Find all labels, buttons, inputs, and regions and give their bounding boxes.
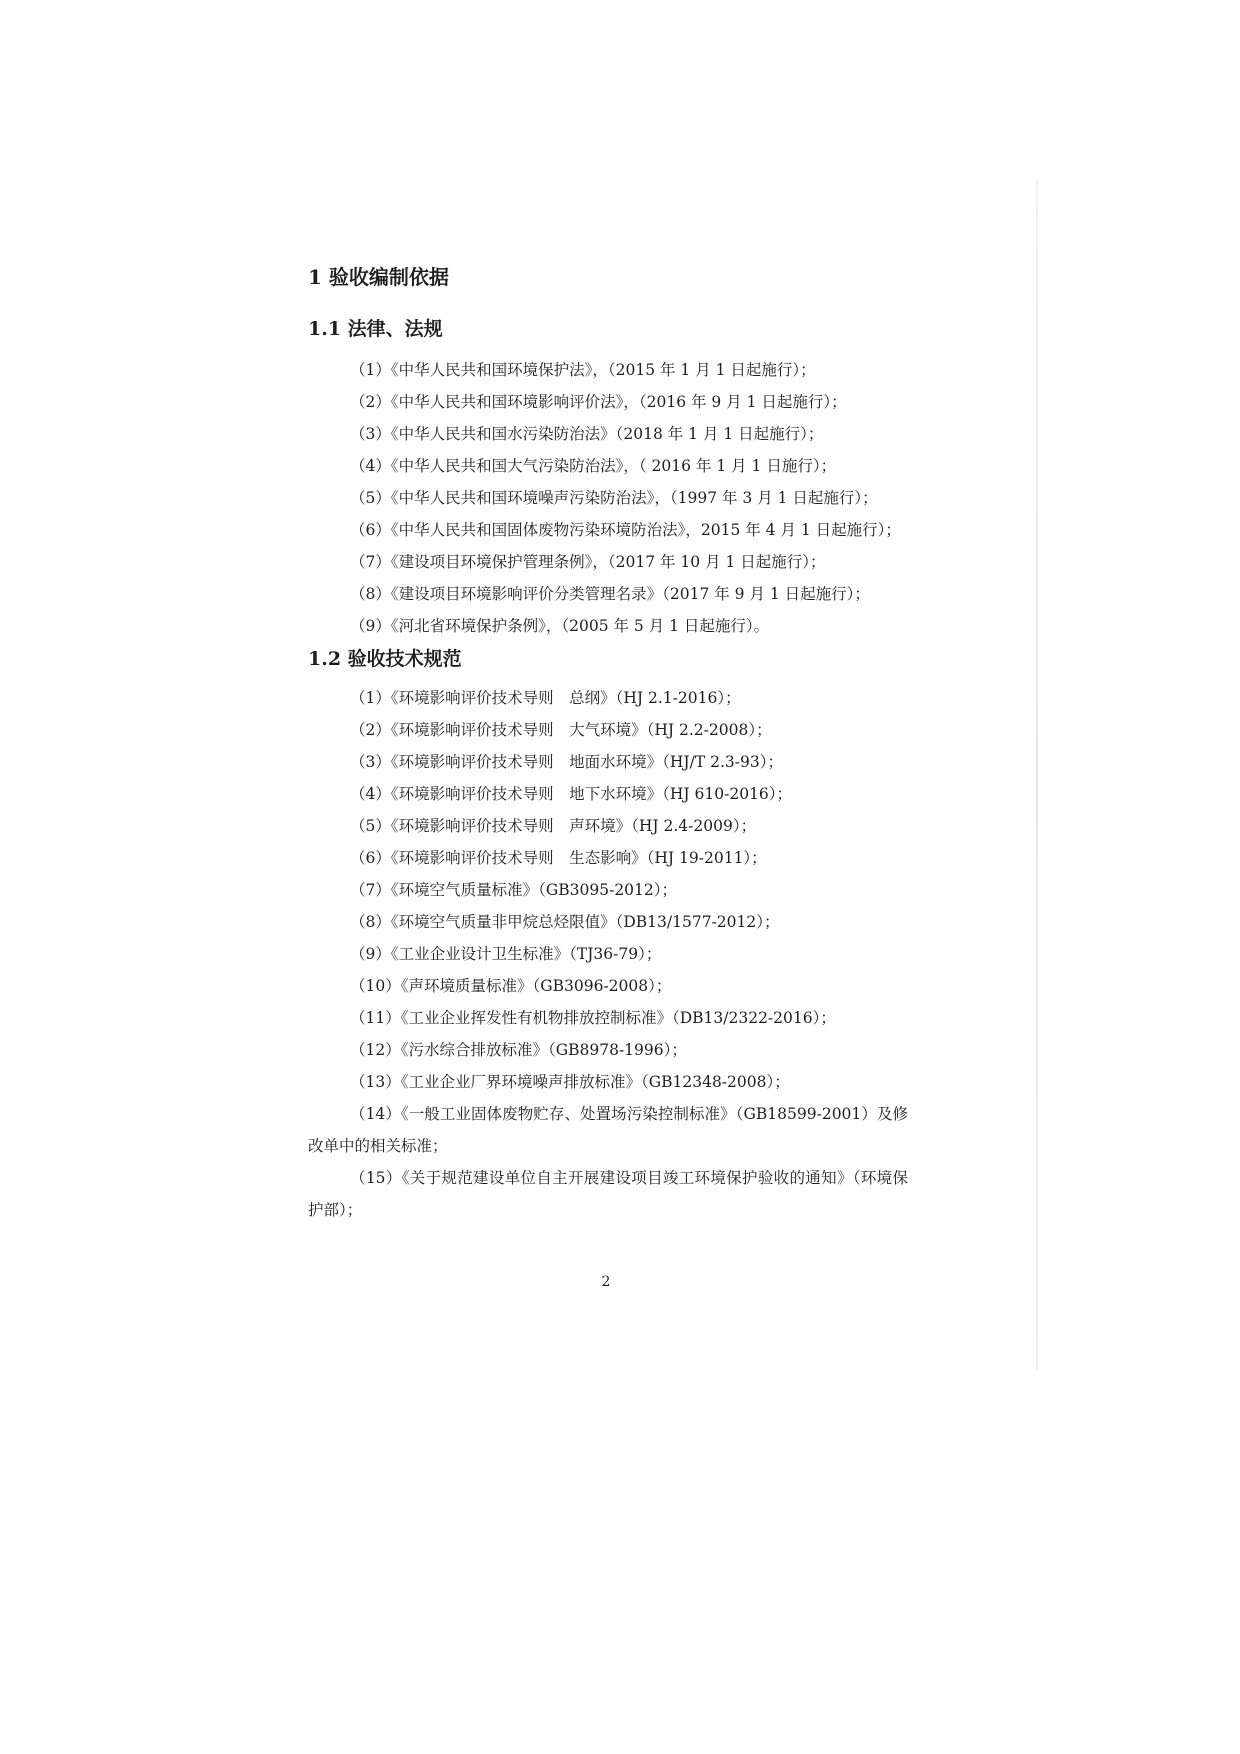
list-item: （10）《声环境质量标准》（GB3096-2008）； — [350, 977, 672, 995]
list-item: （13）《工业企业厂界环境噪声排放标准》（GB12348-2008）； — [350, 1073, 790, 1091]
list-item: （7）《环境空气质量标准》（GB3095-2012）； — [350, 881, 678, 899]
list-item: （6）《环境影响评价技术导则 生态影响》（HJ 19-2011）； — [350, 849, 767, 867]
list-item: （3）《环境影响评价技术导则 地面水环境》（HJ/T 2.3-93）； — [350, 753, 783, 771]
list-item: （3）《中华人民共和国水污染防治法》（2018 年 1 月 1 日起施行）； — [350, 425, 824, 443]
list-item: （5）《中华人民共和国环境噪声污染防治法》，（1997 年 3 月 1 日起施行）； — [350, 489, 878, 507]
page-number: 2 — [601, 1274, 611, 1290]
list-item: （2）《环境影响评价技术导则 大气环境》（HJ 2.2-2008）； — [350, 721, 772, 739]
list-item: （9）《河北省环境保护条例》，（2005 年 5 月 1 日起施行）。 — [350, 617, 770, 635]
list-item: （4）《中华人民共和国大气污染防治法》，（ 2016 年 1 月 1 日施行）； — [350, 457, 837, 475]
list-item: （8）《建设项目环境影响评价分类管理名录》（2017 年 9 月 1 日起施行）； — [350, 585, 870, 603]
list-item: （14）《一般工业固体废物贮存、处置场污染控制标准》（GB18599-2001）及修改单中的相关标准； — [308, 1105, 908, 1155]
section-title-laws: 1.1 法律、法规 — [308, 318, 443, 340]
list-item: （5）《环境影响评价技术导则 声环境》（HJ 2.4-2009）； — [350, 817, 757, 835]
page-content — [308, 262, 908, 1226]
list-item: （4）《环境影响评价技术导则 地下水环境》（HJ 610-2016）； — [350, 785, 793, 803]
section-title-tech-specs: 1.2 验收技术规范 — [308, 648, 462, 670]
scan-edge-shadow — [1036, 180, 1038, 1370]
list-item: （1）《环境影响评价技术导则 总纲》（HJ 2.1-2016）； — [350, 689, 741, 707]
chapter-heading: 1 验收编制依据 — [308, 265, 449, 289]
list-item: （8）《环境空气质量非甲烷总烃限值》（DB13/1577-2012）； — [350, 913, 780, 931]
list-item: （11）《工业企业挥发性有机物排放控制标准》（DB13/2322-2016）； — [350, 1009, 836, 1027]
tech-specs-list — [308, 682, 908, 1226]
list-item: （2）《中华人民共和国环境影响评价法》，（2016 年 9 月 1 日起施行）； — [350, 393, 847, 411]
laws-list — [308, 354, 908, 642]
list-item: （7）《建设项目环境保护管理条例》，（2017 年 10 月 1 日起施行）； — [350, 553, 826, 571]
list-item: （12）《污水综合排放标准》（GB8978-1996）； — [350, 1041, 687, 1059]
list-item: （6）《中华人民共和国固体废物污染环境防治法》，2015 年 4 月 1 日起施行）； — [350, 521, 901, 539]
list-item: （9）《工业企业设计卫生标准》（TJ36-79）； — [350, 945, 662, 963]
list-item: （1）《中华人民共和国环境保护法》，（2015 年 1 月 1 日起施行）； — [350, 361, 816, 379]
list-item: （15）《关于规范建设单位自主开展建设项目竣工环境保护验收的通知》（环境保护部）； — [308, 1169, 908, 1219]
